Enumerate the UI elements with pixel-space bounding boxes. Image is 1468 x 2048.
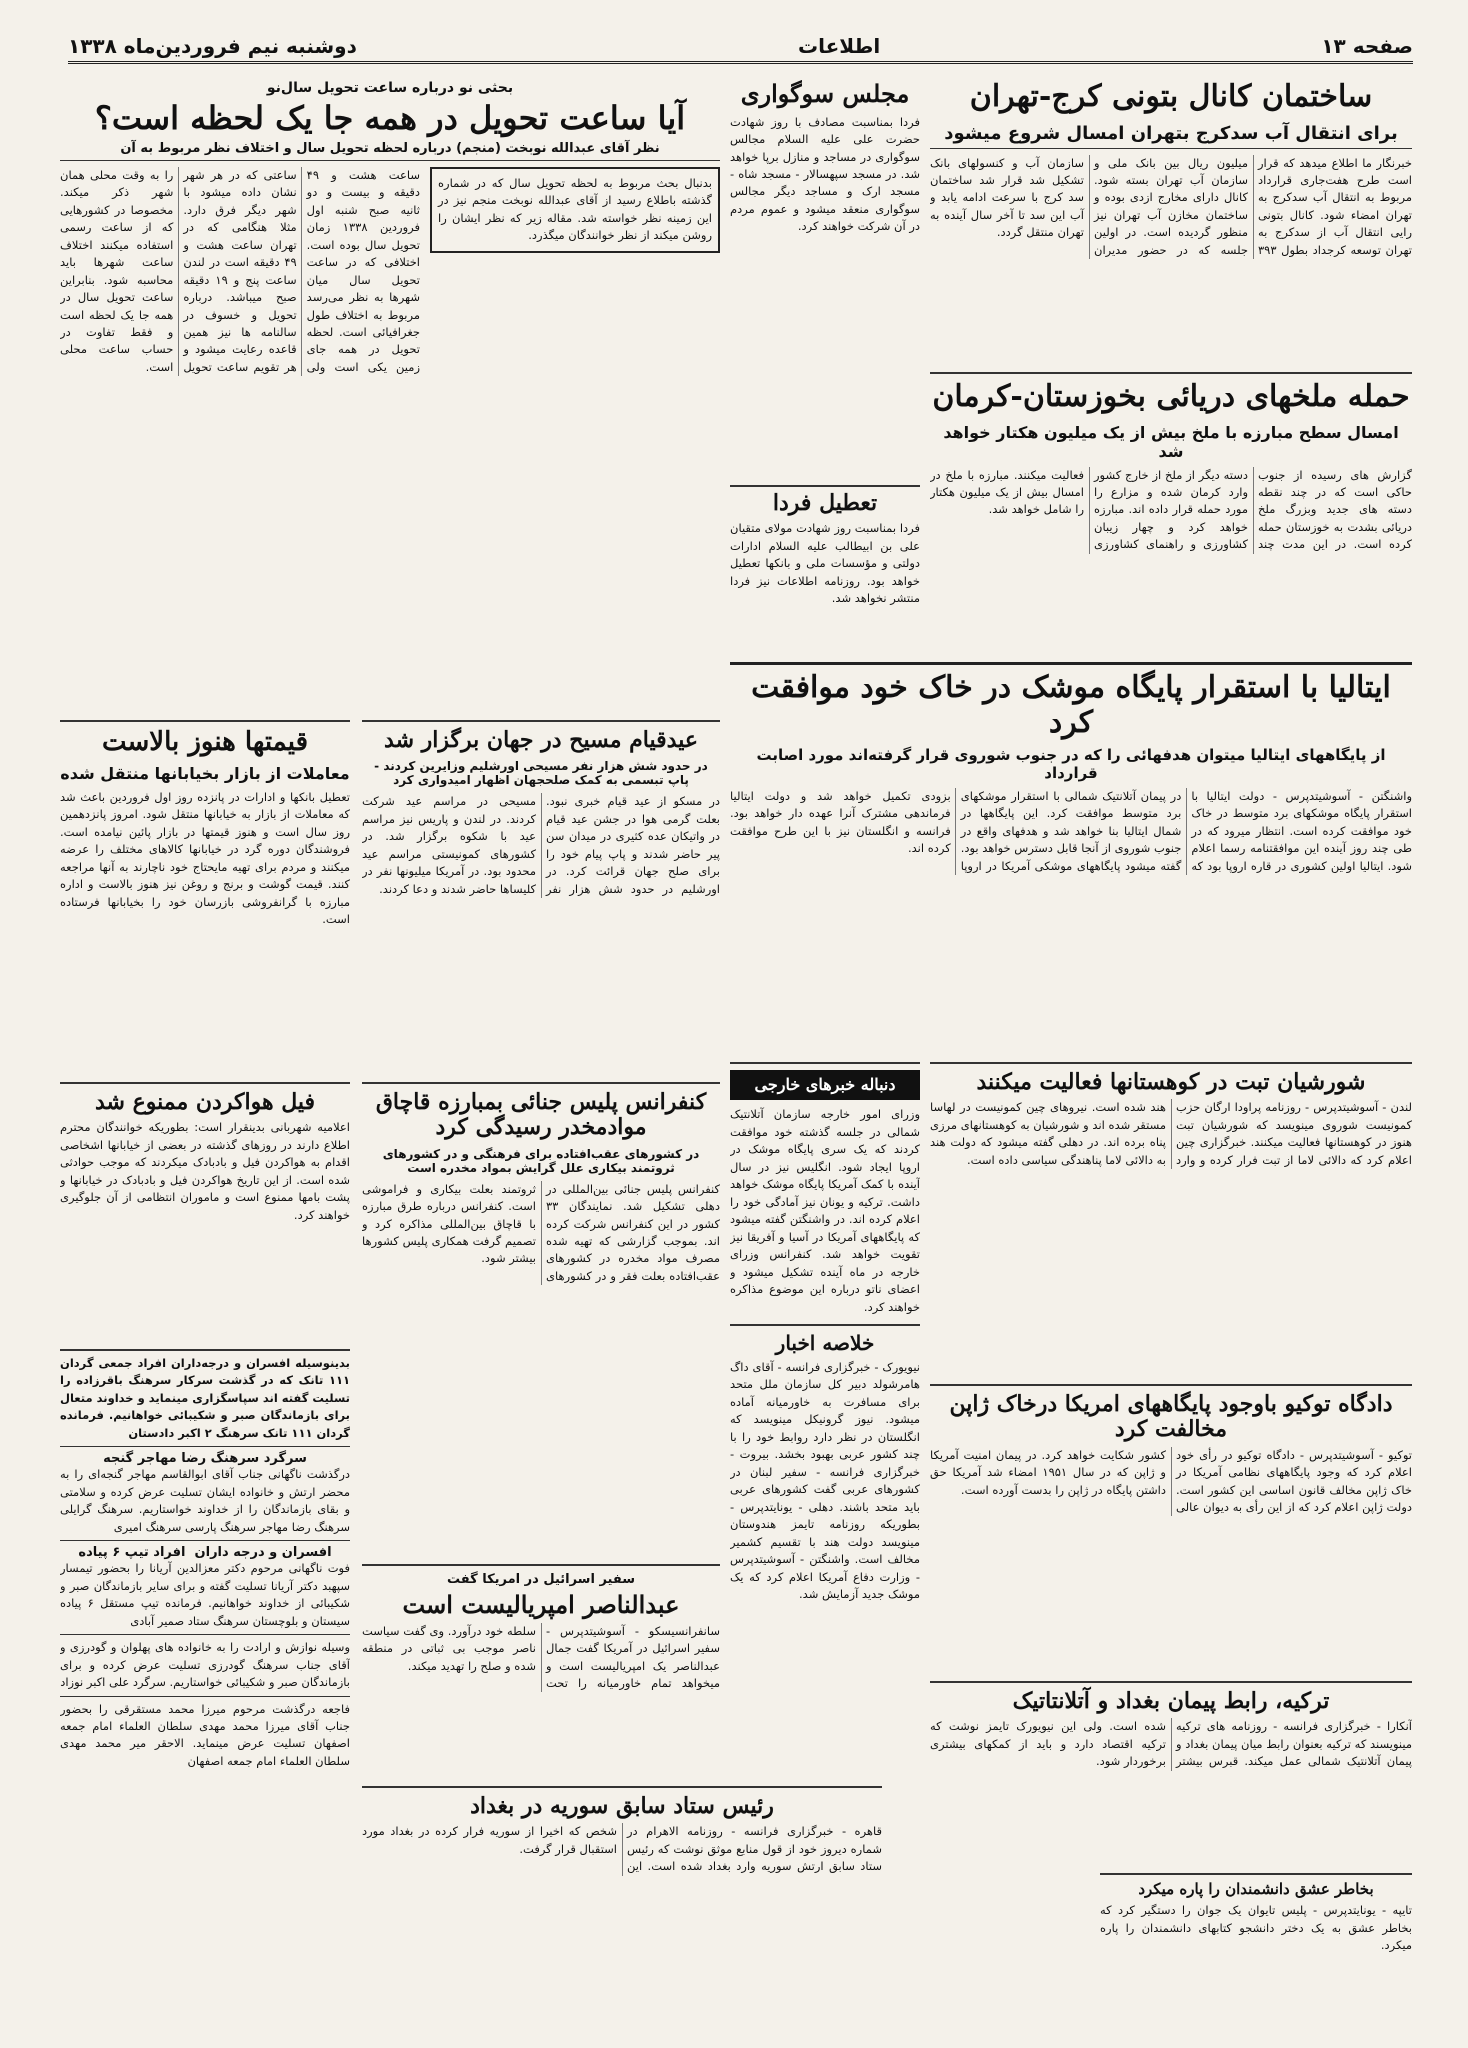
byline: نظر آقای عبدالله نوبخت (منجم) درباره لحظه تحویل سال و اختلاف نظر مربوط به آن bbox=[60, 141, 720, 161]
subhead: از پایگاههای ایتالیا میتوان هدفهائی را که در جنوب شوروی قرار گرفته‌اند مورد اصابت قرارداد bbox=[756, 746, 1386, 782]
notice-5: فاجعه درگذشت مرحوم میرزا محمد مستقرقی را بحضور جناب آقای میرزا محمد مهدی سلطان العلماء امام جمعه اصفهان تسلیت عرض مینماید. الاحقر میر محمد مهدی سلطان العلماء امام جمعه اصفهان bbox=[60, 1701, 350, 1768]
article-love bbox=[1100, 1873, 1412, 2023]
article-tokyo bbox=[930, 1384, 1412, 1669]
article-body: تعطیل بانکها و ادارات در پانزده روز اول فروردین باعث شد که معاملات از بازار به خیابانها منتقل شود. امروز پانزدهمین روز سال است و هنوز قیمتها در بازار پائین نیامده است. فروشندگان دوره گرد در خیابانها کالاهای مختلف را عرضه میکنند و مردم برای تهیه مایحتاج خود ناچارند به آنها مراجعه کنند. قیمت گوشت و برنج و روغن نیز هنوز بالاست و اداره مبارزه با گرانفروشی بازرسان خود را بخیابانها فرستاده است. bbox=[60, 789, 350, 927]
foreign-news-banner: دنباله خبرهای خارجی bbox=[730, 1070, 920, 1100]
subhead: معاملات از بازار بخیابانها منتقل شده bbox=[60, 763, 350, 783]
notice-2-title: سرگرد سرهنگ رضا مهاجر گنجه bbox=[103, 1451, 307, 1467]
article-body: خبرنگار ما اطلاع میدهد که قرار است طرح هفت‌جاری قرارداد مربوط به انتقال آب سدکرج به تهران امضاء شود. کانال بتونی رایی انتقال آب از سدکرج به تهران توسعه کرجداد بطول ۳۹۳ میلیون ریال بین بانک ملی و سازمان آب تهران بسته شود. کانال دارای مخارج ازدی بوده و ساختمان مخازن آب تهران نیز منظور گردیده است. در اولین جلسه که در حضور مدیران سازمان آب و کنسولهای بانک تشکیل شد قرار شد ساختمان سد کرج با سرعت ادامه یابد و آب این سد تا آخر سال آینده به تهران منتقل گردد. bbox=[930, 155, 1412, 257]
headline: شورشیان تبت در کوهستانها فعالیت میکنند bbox=[976, 1069, 1366, 1095]
paper-name: اطلاعات bbox=[798, 33, 881, 58]
intro-box: بدنبال بحث مربوط به لحظه تحویل سال که در شماره گذشته باطلاع رسید از آقای عبدالله نوبخت منجم نیز در این زمینه نظر خواسته شد. مقاله زیر که نظر ایشان را روشن میکند از نظر خوانندگان میگذرد. bbox=[430, 167, 720, 253]
subhead: امسال سطح مبارزه با ملخ بیش از یک میلیون هکتار خواهد شد bbox=[943, 422, 1399, 461]
notice-3: فوت ناگهانی مرحوم دکتر معزالدین آریانا را بحضور تیمسار سپهبد دکتر آریانا تسلیت گفته و برای سایر بازماندگان صبر و شکیبائی از خداوند خواهانیم. فرمانده تیپ مستقل ۶ پیاده سیستان و بلوچستان سرهنگ ستاد صمیر آبادی bbox=[60, 1560, 350, 1635]
article-body: تایپه - یونایتدپرس - پلیس تایوان یک جوان را دستگیر کرد که بخاطر عشق به یک دختر دانشجو کتابهای دانشمندان را پاره میکرد. bbox=[1100, 1903, 1412, 1953]
headline: تعطیل فردا bbox=[772, 490, 878, 516]
article-nowruz bbox=[60, 80, 720, 705]
article-body: اعلامیه شهربانی بدینقرار است: بطوریکه خوانندگان محترم اطلاع دارند در روزهای گذشته در بعضی از خیابانها اشخاصی اقدام به هواکردن فیل و بادبادک میکردند که موجب حوادثی شده است. از این تاریخ هواکردن فیل و بادبادک در خیابانها و پشت بامها ممنوع است و ماموران انتظامی از آن جلوگیری خواهند کرد. bbox=[60, 1120, 350, 1222]
headline: ترکیه، رابط پیمان بغداد و آتلانتاتیک bbox=[1012, 1688, 1330, 1714]
kicker: سفیر اسرائیل در امریکا گفت bbox=[447, 1572, 635, 1587]
article-holiday bbox=[730, 485, 920, 650]
article-mourning bbox=[730, 80, 920, 475]
headline: عبدالناصر امپریالیست است bbox=[402, 1590, 680, 1619]
article-body: لندن - آسوشیتدپرس - روزنامه پراودا ارگان حزب کمونیست شوروی مینویسد که شورشیان تبت هنوز در کوهستانها فعالیت میکنند. خبرگزاری چین اعلام کرد که دالائی لاما از تبت فرار کرده و وارد هند شده است. نیروهای چین کمونیست در لهاسا مستقر شده اند و شورشیان به کوهستانهای مرزی پناه برده اند. در دهلی گفته میشود که دولت هند به دالائی لاما پناهندگی سیاسی داده است. bbox=[930, 1100, 1412, 1167]
notice-1: بدینوسیله افسران و درجه‌داران افراد جمعی گردان ۱۱۱ تانک که در گذشت سرکار سرهنگ باقرزاده را تسلیت گفته اند سپاسگزاری مینماید و خداوند متعال برای بازماندگان صبر و شکیبائی خواهانیم. فرمانده گردان ۱۱۱ تانک سرهنگ ۲ اکبر دادستان bbox=[60, 1355, 350, 1447]
headline: آیا ساعت تحویل در همه جا یک لحظه است؟ bbox=[94, 99, 686, 137]
notice-4: وسیله نوازش و ارادت را به خانواده های پهلوان و گودرزی و آقای جناب سرهنگ گودرزی تسلیت عرض کرده و برای بازماندگان صبر و شکیبائی خواستاریم. سرگرد علی اکبر نوزاد bbox=[60, 1635, 350, 1696]
article-body: فردا بمناسبت مصادف با روز شهادت حضرت علی علیه السلام مجالس سوگواری در مساجد و منازل برپا خواهد شد. در مسجد سپهسالار - مسجد شاه - مسجد ارک و مساجد دیگر مجالس سوگواری منعقد میشود و عموم مردم در آن شرکت خواهند کرد. bbox=[730, 114, 920, 234]
summary-body: نیویورک - خبرگزاری فرانسه - آقای داگ هامرشولد دبیر کل سازمان ملل متحد برای مسافرت به خاورمیانه آماده میشود. نیوز گرونیکل مینویسد که انگلستان در نظر دارد روابط خود را با چند کشور عربی بهبود بخشد. بیروت - خبرگزاری فرانسه - سفیر لبنان در کشورهای عربی گفت کشورهای عربی باید متحد باشند. دهلی - یونایتدپرس - بطوریکه روزنامه تایمز هندوستان مینویسد دولت هند با تقسیم کشمیر مخالف است. واشنگتن - آسوشیتدپرس - وزارت دفاع آمریکا اعلام کرد که یک موشک جدید آزمایش شد. bbox=[730, 1360, 920, 1602]
page-number: صفحه ۱۳ bbox=[1321, 33, 1413, 58]
foreign-news-section bbox=[730, 1062, 920, 1772]
headline: قیمتها هنوز بالاست bbox=[101, 727, 308, 757]
headline: بخاطر عشق دانشمندان را پاره میکرد bbox=[1138, 1880, 1374, 1898]
article-body: ساعت هشت و ۴۹ دقیقه و بیست و دو ثانیه صبح شنبه اول فروردین ۱۳۳۸ زمان تحویل سال بوده است. اختلافی که در ساعت تحویل سال میان شهرها به نظر می‌رسد مربوط به اختلاف طول جغرافیائی است. لحظه تحویل در همه جای زمین یکی است ولی ساعتی که در هر شهر نشان داده میشود با شهر دیگر فرق دارد. مثلا هنگامی که در تهران ساعت هشت و ۴۹ دقیقه است در لندن ساعت پنج و ۱۹ دقیقه صبح میباشد. درباره تحویل و خسوف در سالنامه ها نیز همین قاعده رعایت میشود و هر تقویم ساعت تحویل را به وقت محلی همان شهر ذکر میکند. مخصوصا در کشورهایی که از ساعت رسمی استفاده میکنند اختلاف ساعت شهرها باید محاسبه شود. بنابراین ساعت تحویل سال در همه جا یک لحظه است و فقط تفاوت در حساب ساعت محلی است. bbox=[60, 167, 420, 374]
notices bbox=[60, 1349, 350, 2029]
article-italy bbox=[730, 662, 1412, 1052]
article-khuzestan bbox=[930, 372, 1412, 652]
article-body: وزرای امور خارجه سازمان آتلانتیک شمالی در جلسه گذشته خود موافقت کردند که یک سری پایگاه موشک در اروپا ایجاد شود. انگلیس نیز در سال آینده با کمک آمریکا پایگاه موشک خواهد داشت. ترکیه و یونان نیز آمادگی خود را اعلام کرده اند. در واشنگتن گفته میشود که پایگاههای آمریکا در آسیا و آفریقا نیز تقویت خواهد شد. کنفرانس وزرای خارجه در ماه آینده تشکیل میشود و اعضای ناتو درباره این موضوع مذاکره خواهند کرد. bbox=[730, 1107, 920, 1314]
article-body: در مسکو از عید قیام خبری نبود. بعلت گرمی هوا در جشن عید قیام در واتیکان عده کثیری در میدان سن پیر حاضر شدند و پاپ پیام خود را برای صلح جهان قرائت کرد. در اورشلیم در حدود شش هزار نفر مسیحی در مراسم عید شرکت کردند. در لندن و پاریس نیز مراسم عید با شکوه برگزار شد. در کشورهای کمونیستی مراسم عید محدود بود. در آمریکا میلیونها نفر در کلیساها حاضر شدند و دعا کردند. bbox=[362, 794, 720, 896]
article-body: قاهره - خبرگزاری فرانسه - روزنامه الاهرام در شماره دیروز خود از قول منابع موثق نوشت که رئیس ستاد سابق ارتش سوریه وارد بغداد شده است. این شخص که اخیرا از سوریه فرار کرده در بغداد مورد استقبال قرار گرفت. bbox=[362, 1824, 882, 1874]
subhead: در حدود شش هزار نفر مسیحی اورشلیم وزایرین کردند - پاپ تبسمی به کمک صلحجهان اظهار امیدواری کرد bbox=[374, 759, 708, 788]
headline: حمله‌ ملخهای دریائی بخوزستان‌-کرمان bbox=[932, 379, 1410, 414]
article-nasser bbox=[362, 1564, 720, 1774]
article-canal bbox=[930, 80, 1412, 360]
headline: ساختمان کانال بتونی کرج‌-تهران bbox=[969, 80, 1373, 114]
article-tibet bbox=[930, 1062, 1412, 1372]
issue-date: دوشنبه نیم فروردین‌ماه ۱۳۳۸ bbox=[68, 33, 357, 58]
headline: عیدقیام مسیح در جهان برگزار شد bbox=[384, 727, 698, 753]
article-prices bbox=[60, 720, 350, 1070]
notice-2: درگذشت ناگهانی جناب آقای ابوالقاسم مهاجر گنجه‌ای را به محضر ارتش و خانواده ایشان تسلیت عرض کرده و سلامتی و بقای بازماندگان را از خداوند خواستاریم. سرهنگ گرایلی سرهنگ رضا مهاجر سرهنگ پارسی سرهنگ امیری bbox=[60, 1466, 350, 1541]
notice-3-title: افسران و درجه داران ‌ افراد تیپ ۶ پیاده bbox=[78, 1545, 332, 1561]
article-police bbox=[362, 1082, 720, 1552]
masthead bbox=[68, 30, 1413, 64]
kicker: بحثی نو درباره ساعت تحویل سال‌نو bbox=[266, 80, 514, 96]
article-body: کنفرانس پلیس جنائی بین‌المللی در دهلی تشکیل شد. نمایندگان ۳۳ کشور در این کنفرانس شرکت کرده اند. بموجب گزارشی که تهیه شده مصرف مواد مخدره در کشورهای عقب‌افتاده بعلت فقر و در کشورهای ثروتمند بعلت بیکاری و فراموشی است. کنفرانس درباره طرق مبارزه با قاچاق بین‌المللی مذاکره کرد و تصمیم گرفت همکاری پلیس کشورها بیشتر شود. bbox=[362, 1181, 720, 1283]
summary-headline: خلاصه اخبار bbox=[730, 1324, 920, 1355]
headline: مجلس سوگواری bbox=[740, 80, 910, 108]
article-body: گزارش های رسیده از جنوب حاکی است که در چند نقطه دسته های جدید وبزرگ ملخ دریائی بشدت به خوزستان حمله کرده است. در این مدت چند دسته دیگر از ملخ از خارج کشور وارد کرمان شده و مزارع را مورد حمله قرار داده اند. مبارزه خواهد کرد و چهار زیبان کشاورزی و راهنمای کشاورزی فعالیت میکنند. مبارزه با ملخ در امسال بیش از یک میلیون هکتار را شامل خواهد شد. bbox=[930, 467, 1412, 552]
article-syria bbox=[362, 1786, 882, 2016]
subhead: در کشورهای عقب‌افتاده برای فرهنگی و در کشورهای ثروتمند بیکاری علل گرایش بمواد مخدره است bbox=[382, 1146, 700, 1175]
article-elephant bbox=[60, 1082, 350, 1337]
article-body: فردا بمناسبت روز شهادت مولای متقیان علی بن ابیطالب علیه السلام ادارات دولتی و مؤسسات ملی و بانکها تعطیل خواهد بود. روزنامه اطلاعات نیز فردا منتشر نخواهد شد. bbox=[730, 521, 920, 606]
article-easter bbox=[362, 720, 720, 1070]
article-body: سانفرانسیسکو - آسوشیتدپرس - سفیر اسرائیل در آمریکا گفت جمال عبدالناصر یک امپریالیست است و میخواهد تمام خاورمیانه را تحت سلطه خود درآورد. وی گفت سیاست ناصر موجب بی ثباتی در منطقه شده و صلح را تهدید میکند. bbox=[362, 1623, 720, 1690]
article-body: واشنگتن - آسوشیتدپرس - دولت ایتالیا با استقرار پایگاه موشکهای برد متوسط در خاک خود موافقت کرده است. انتظار میرود که در طی چند روز آینده این موافقتنامه رسما اعلام شود. ایتالیا اولین کشوری در قاره اروپا بود که در پیمان آتلانتیک شمالی با استقرار موشکهای برد متوسط موافقت کرد. این پایگاهها در شمال ایتالیا بنا خواهد شد و هدفهای واقع در جنوب شوروی از آنجا قابل دسترس خواهد بود. گفته میشود پایگاههای موشکی آمریکا در اروپا بزودی تکمیل خواهد شد و دولت ایتالیا فرماندهی مشترک آنرا عهده دار خواهد بود. فرانسه و انگلستان نیز با این طرح موافقت کرده اند. bbox=[730, 789, 1412, 873]
headline: دادگاه توکیو باوجود پایگاههای امریکا درخاک ژاپن مخالفت کرد bbox=[949, 1391, 1393, 1443]
headline: ایتالیا با استقرار پایگاه موشک در خاک خود موافقت کرد bbox=[751, 670, 1391, 740]
headline: کنفرانس پلیس جنائی بمبارزه قاچاق موادمخدر رسیدگی کرد bbox=[375, 1089, 707, 1141]
headline: فیل هواکردن ممنوع شد bbox=[94, 1089, 316, 1115]
article-baghdad-pact bbox=[930, 1681, 1412, 1861]
article-body: توکیو - آسوشیتدپرس - دادگاه توکیو در رأی خود اعلام کرد که وجود پایگاههای نظامی آمریکا در خاک ژاپن مخالف قانون اساسی این کشور است. دولت ژاپن اعلام کرد که از این رأی به دیوان عالی کشور شکایت خواهد کرد. در پیمان امنیت آمریکا و ژاپن که در سال ۱۹۵۱ امضاء شد آمریکا حق داشتن پایگاه در ژاپن را بدست آورده است. bbox=[930, 1447, 1412, 1514]
article-body: آنکارا - خبرگزاری فرانسه - روزنامه های ترکیه مینویسند که ترکیه بعنوان رابط میان پیمان بغداد و پیمان آتلانتیک شمالی عمل میکند. قبرس بیشتر شده است. ولی این نیویورک تایمز نوشت که ترکیه اقتصاد دارد و باید از کمکهای بیشتری برخوردار شود. bbox=[930, 1719, 1412, 1769]
subhead: برای انتقال آب سدکرج بتهران امسال شروع میشود bbox=[930, 123, 1412, 149]
headline: رئیس ستاد سابق سوریه در بغداد bbox=[470, 1793, 774, 1819]
